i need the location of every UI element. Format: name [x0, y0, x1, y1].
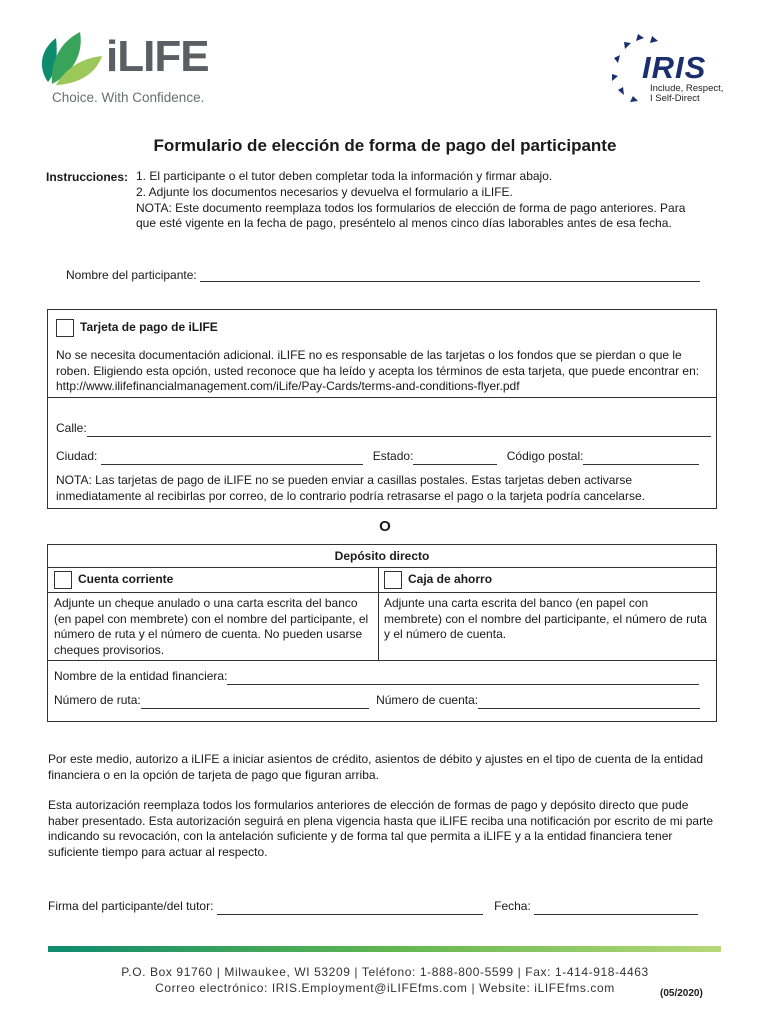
checking-checkbox[interactable] — [54, 571, 72, 589]
footer-contact — [0, 964, 770, 996]
form-title: Formulario de elección de forma de pago del participante — [153, 136, 617, 155]
city-field[interactable] — [101, 452, 363, 465]
instruction-line: 2. Adjunte los documentos necesarios y devuelva el formulario a iLIFE. — [136, 184, 513, 199]
direct-deposit-heading: Depósito directo — [334, 549, 430, 563]
date-field[interactable] — [534, 902, 698, 915]
state-label: Estado: — [372, 449, 414, 463]
iris-logo — [608, 28, 738, 108]
routing-label: Número de ruta: — [54, 693, 141, 707]
pay-card-heading: Tarjeta de pago de iLIFE — [80, 320, 218, 335]
instruction-line: NOTA: Este documento reemplaza todos los formularios de elección de forma de pago anteriores. Para — [136, 200, 686, 215]
account-field[interactable] — [478, 696, 700, 709]
instruction-line: que esté vigente en la fecha de pago, preséntelo al menos cinco días laborables antes de esa fecha. — [136, 216, 672, 231]
iris-tagline — [650, 84, 723, 104]
instruction-line: 1. El participante o el tutor deben completar toda la información y firmar abajo. — [136, 169, 553, 183]
or-separator: O — [379, 518, 391, 535]
divider — [48, 397, 716, 398]
participant-name-label: Nombre del participante: — [66, 268, 197, 282]
iris-wordmark: IRIS — [642, 50, 707, 85]
city-state-zip-row — [56, 449, 699, 465]
iris-tagline-line: Include, Respect, — [650, 83, 724, 94]
savings-label: Caja de ahorro — [408, 572, 493, 587]
instructions-text — [136, 169, 726, 232]
routing-account-row — [54, 693, 700, 709]
checking-description: Adjunte un cheque anulado o una carta escrita del banco (en papel con membrete) con el nombre del participante, el número de ruta y el número de cuenta. No pueden usarse cheques provisorios. — [54, 596, 369, 657]
city-label: Ciudad: — [56, 449, 98, 463]
pay-card-section — [47, 309, 717, 509]
savings-checkbox[interactable] — [384, 571, 402, 589]
pay-card-note: NOTA: Las tarjetas de pago de iLIFE no se pueden enviar a casillas postales. Estas tarjetas deben activarse inmediatamente al recibirlas por correo, de lo contrario podría retrasarse el pago o la tarjeta podría cancelarse. — [56, 473, 645, 503]
institution-label: Nombre de la entidad financiera: — [54, 669, 228, 683]
ilife-tagline: Choice. With Confidence. — [52, 90, 205, 105]
iris-tagline-line: I Self-Direct — [650, 93, 700, 104]
savings-heading-row — [384, 571, 492, 589]
participant-name-row — [66, 268, 700, 282]
account-label: Número de cuenta: — [376, 693, 479, 707]
street-row — [56, 421, 711, 437]
pay-card-checkbox[interactable] — [56, 319, 74, 337]
street-field[interactable] — [87, 424, 711, 437]
divider — [48, 567, 716, 568]
divider — [48, 660, 716, 661]
participant-name-field[interactable] — [200, 269, 700, 282]
institution-row — [54, 669, 699, 685]
column-divider — [378, 567, 379, 660]
checking-label: Cuenta corriente — [78, 572, 174, 587]
footer-gradient-bar — [48, 946, 721, 952]
footer-line: Correo electrónico: IRIS.Employment@iLIFEfms.com | Website: iLIFEfms.com — [155, 981, 615, 995]
zip-field[interactable] — [583, 452, 699, 465]
pay-card-heading-row — [56, 319, 218, 337]
pay-card-description: No se necesita documentación adicional. iLIFE no es responsable de las tarjetas o los fondos que se pierdan o que le roben. Eligiendo esta opción, usted reconoce que ha leído y acepta los términos de esta tarjeta, que puede encontrar en: http://www.ilifefinancialmanagement.com/iLife/Pay-Cards/terms-and-conditions-flyer.pdf — [56, 348, 700, 393]
authorization-paragraph-2: Esta autorización reemplaza todos los formularios anteriores de elección de formas de pago y depósito directo que pude haber presentado. Esta autorización seguirá en plena vigencia hasta que iLIFE reciba una notificación por escrito de mi parte indicando su revocación, con la antelación suficiente y de forma tal que permita a iLIFE y a la entidad financiera tener suficiente tiempo para actuar al respecto. — [48, 798, 714, 859]
authorization-paragraph-1: Por este medio, autorizo a iLIFE a iniciar asientos de crédito, asientos de débito y ajustes en el tipo de cuenta de la entidad financiera o en la opción de tarjeta de pago que figuran arriba. — [48, 752, 704, 782]
signature-label: Firma del participante/del tutor: — [48, 899, 214, 913]
leaf-icon — [38, 28, 104, 86]
divider — [48, 592, 716, 593]
ilife-wordmark: iLIFE — [106, 32, 209, 81]
state-field[interactable] — [413, 452, 497, 465]
date-label: Fecha: — [494, 899, 531, 913]
checking-heading-row — [54, 571, 173, 589]
routing-field[interactable] — [141, 696, 369, 709]
signature-field[interactable] — [217, 902, 483, 915]
institution-field[interactable] — [227, 672, 699, 685]
direct-deposit-section — [47, 544, 717, 722]
form-revision-date: (05/2020) — [660, 988, 703, 999]
street-label: Calle: — [56, 421, 87, 435]
signature-row — [48, 899, 698, 915]
ilife-logo — [38, 28, 238, 108]
zip-label: Código postal: — [506, 449, 584, 463]
footer-line: P.O. Box 91760 | Milwaukee, WI 53209 | Teléfono: 1-888-800-5599 | Fax: 1-414-918-4463 — [121, 965, 649, 979]
instructions-label: Instrucciones: — [46, 170, 129, 184]
savings-description: Adjunte una carta escrita del banco (en papel con membrete) con el nombre del participante, el número de ruta y el número de cuenta. — [384, 596, 707, 641]
